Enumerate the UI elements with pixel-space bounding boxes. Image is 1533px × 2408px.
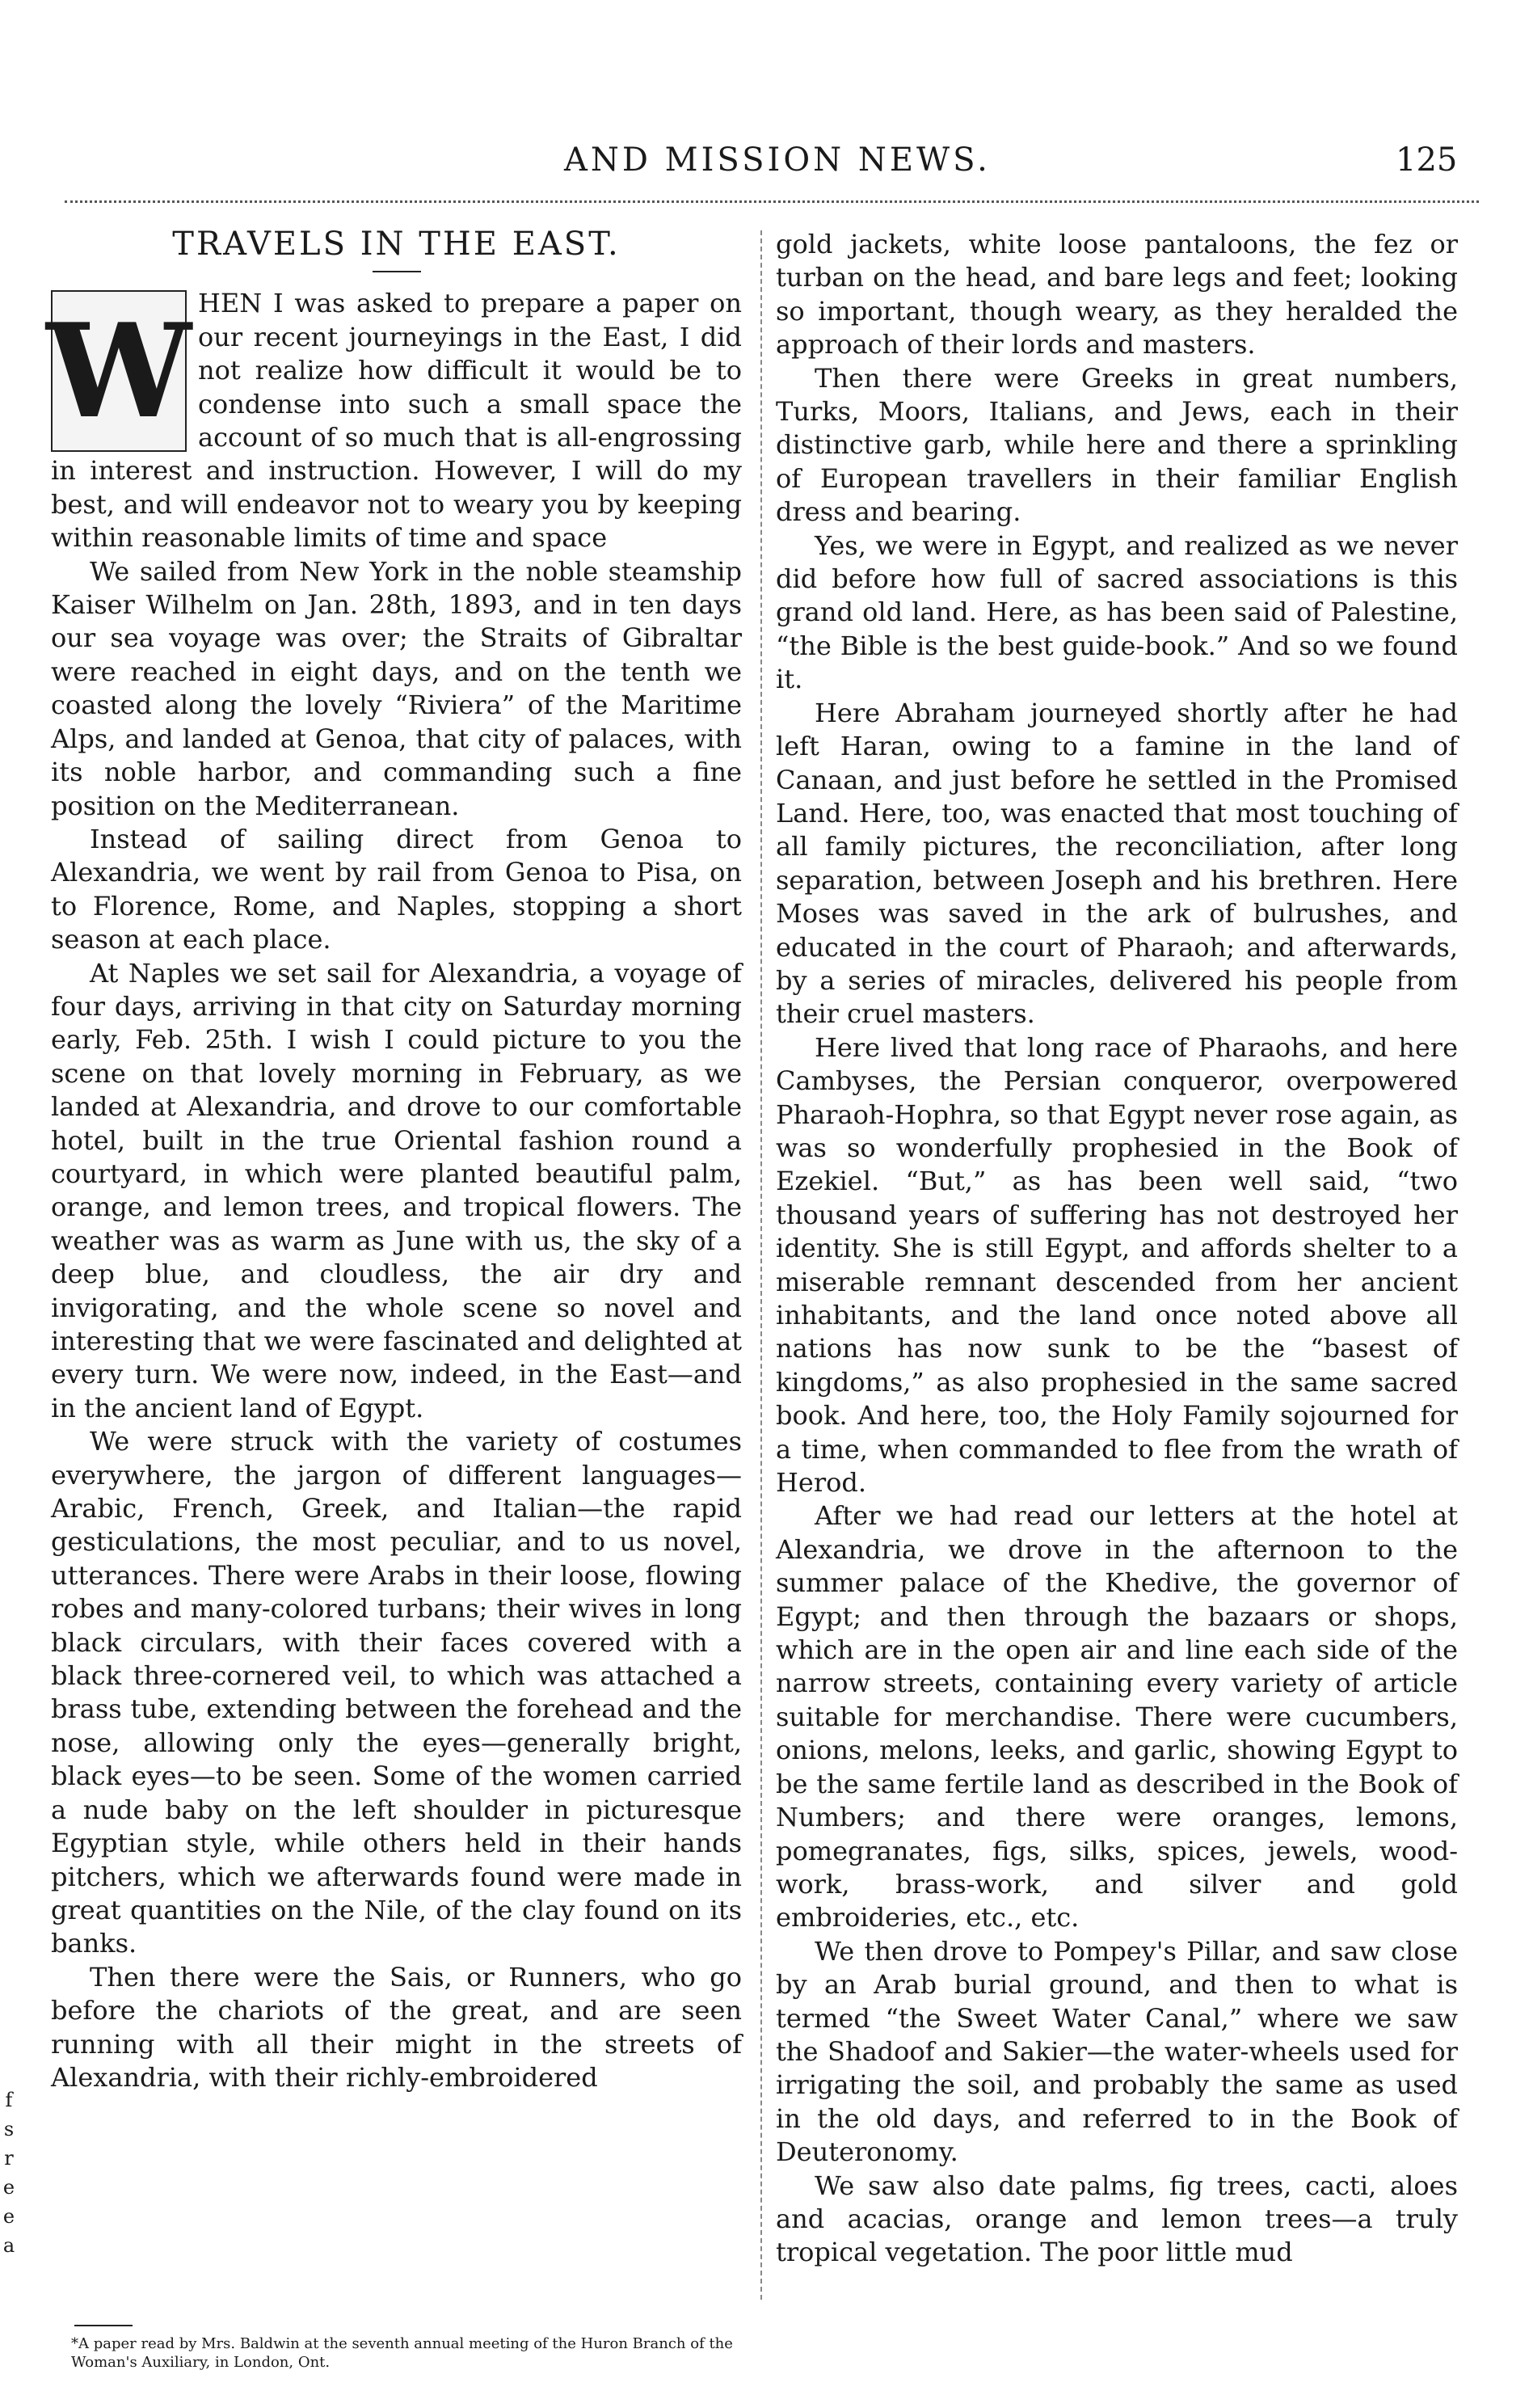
right-column <box>776 228 1458 2270</box>
paragraph: We then drove to Pompey's Pillar, and saw close by an Arab burial ground, and then to what is termed “the Sweet Water Canal,” where we saw the Shadoof and Sakier—the water-wheels used for irrigating the soil, and probably the same as used in the old days, and referred to in the Book of Deuteronomy. <box>776 1935 1458 2168</box>
title-rule <box>373 271 421 272</box>
paragraph: We saw also date palms, fig trees, cacti, aloes and acacias, orange and lemon trees—a truly tropical vegetation. The poor little mud <box>776 2170 1458 2268</box>
margin-mark: r <box>4 2147 14 2170</box>
margin-mark: a <box>2 2234 15 2257</box>
paragraph: At Naples we set sail for Alexandria, a voyage of four days, arriving in that city on Saturday morning early, Feb. 25th. I wish I could picture to you the scene on that lovely morning in February, as we landed at Alexandria, and drove to our comfortable hotel, built in the true Oriental fashion round a courtyard, in which were planted beautiful palm, orange, and lemon trees, and tropical flowers. The weather was as warm as June with us, the sky of a deep blue, and cloudless, the air dry and invigorating, and the whole scene so novel and interesting that we were fascinated and delighted at every turn. We were now, indeed, in the East—and in the ancient land of Egypt. <box>51 957 742 1423</box>
margin-mark: e <box>2 2205 15 2228</box>
paragraph: HEN I was asked to prepare a paper on our recent journeyings in the East, I did not realize how difficult it would be to condense into such a small space the account of so much that is all-engrossing in interest and instruction. However, I will do my best, and will endeavor not to weary you by keeping within reasonable limits of time and space <box>51 288 742 554</box>
margin-mark: s <box>3 2118 15 2140</box>
column-divider <box>760 230 762 2300</box>
article-title: TRAVELS IN THE EAST. <box>172 226 621 263</box>
paragraph: gold jackets, white loose pantaloons, the fez or turban on the head, and bare legs and feet; looking so important, though weary, as they heralded the approach of their lords and masters. <box>776 229 1458 361</box>
header-rule <box>65 200 1479 203</box>
paragraph: Instead of sailing direct from Genoa to Alexandria, we went by rail from Genoa to Pisa, on to Florence, Rome, and Naples, stopping a short season at each place. <box>51 823 742 955</box>
margin-marks <box>0 2085 18 2260</box>
paragraph: After we had read our letters at the hotel at Alexandria, we drove in the afternoon to the summer palace of the Khedive, the governor of Egypt; and then through the bazaars or shops, which are in the open air and line each side of the narrow streets, containing every variety of article suitable for merchandise. There were cucumbers, onions, melons, leeks, and garlic, showing Egypt to be the same fertile land as described in the Book of Numbers; and there were oranges, lemons, pomegranates, figs, silks, spices, jewels, wood-work, brass-work, and silver and gold embroideries, etc., etc. <box>776 1500 1458 1934</box>
running-head: AND MISSION NEWS. <box>564 141 991 179</box>
left-column <box>46 226 742 2094</box>
paragraph: We sailed from New York in the noble steamship Kaiser Wilhelm on Jan. 28th, 1893, and in ten days our sea voyage was over; the Straits of Gibraltar were reached in eight days, and on the tenth we coasted along the lovely “Riviera” of the Maritime Alps, and landed at Genoa, that city of palaces, with its noble harbor, and commanding such a fine position on the Mediterranean. <box>51 555 742 821</box>
page-header <box>0 141 1533 190</box>
margin-mark: f <box>5 2089 13 2111</box>
footnote: *A paper read by Mrs. Baldwin at the seventh annual meeting of the Huron Branch of the Woman's Auxiliary, in London, Ont. <box>71 2335 733 2371</box>
paragraph: Yes, we were in Egypt, and realized as we never did before how full of sacred associations is this grand old land. Here, as has been said of Palestine, “the Bible is the best guide-book.” And so we found it. <box>776 529 1458 695</box>
paragraph: Here lived that long race of Pharaohs, and here Cambyses, the Persian conqueror, overpowered Pharaoh-Hophra, so that Egypt never rose again, as was so wonderfully prophesied in the Book of Ezekiel. “But,” as has been well said, “two thousand years of suffering has not destroyed her identity. She is still Egypt, and affords shelter to a miserable remnant descended from her ancient inhabitants, and the land once noted above all nations has now sunk to be the “basest of kingdoms,” as also prophesied in the same sacred book. And here, too, the Holy Family sojourned for a time, when commanded to flee from the wrath of Herod. <box>776 1031 1458 1499</box>
margin-mark: e <box>2 2176 15 2199</box>
paragraph: We were struck with the variety of costumes everywhere, the jargon of different languages—Arabic, French, Greek, and Italian—the rapid gesticulations, the most peculiar, and to us novel, utterances. There were Arabs in their loose, flowing robes and many-colored turbans; their wives in long black circulars, with their faces covered with a black three-cornered veil, to which was attached a brass tube, extending between the forehead and the nose, allowing only the eyes—generally bright, black eyes—to be seen. Some of the women carried a nude baby on the left shoulder in picturesque Egyptian style, while others held in their hands pitchers, which we afterwards found were made in great quantities on the Nile, of the clay found on its banks. <box>51 1426 742 1959</box>
footnote-rule <box>74 2325 133 2326</box>
paragraph: Then there were the Sais, or Runners, who go before the chariots of the great, and are seen running with all their might in the streets of Alexandria, with their richly-embroidered <box>51 1961 742 2093</box>
drop-cap-ornament: W <box>51 290 187 452</box>
page-number: 125 <box>1396 141 1458 179</box>
paragraph: Then there were Greeks in great numbers, Turks, Moors, Italians, and Jews, each in their distinctive garb, while here and there a sprinkling of European travellers in their familiar English dress and bearing. <box>776 362 1458 528</box>
paragraph: Here Abraham journeyed shortly after he had left Haran, owing to a famine in the land of Canaan, and just before he settled in the Promised Land. Here, too, was enacted that most touching of all family pictures, the reconciliation, after long separation, between Joseph and his brethren. Here Moses was saved in the ark of bulrushes, and educated in the court of Pharaoh; and afterwards, by a series of miracles, delivered his people from their cruel masters. <box>776 697 1458 1030</box>
